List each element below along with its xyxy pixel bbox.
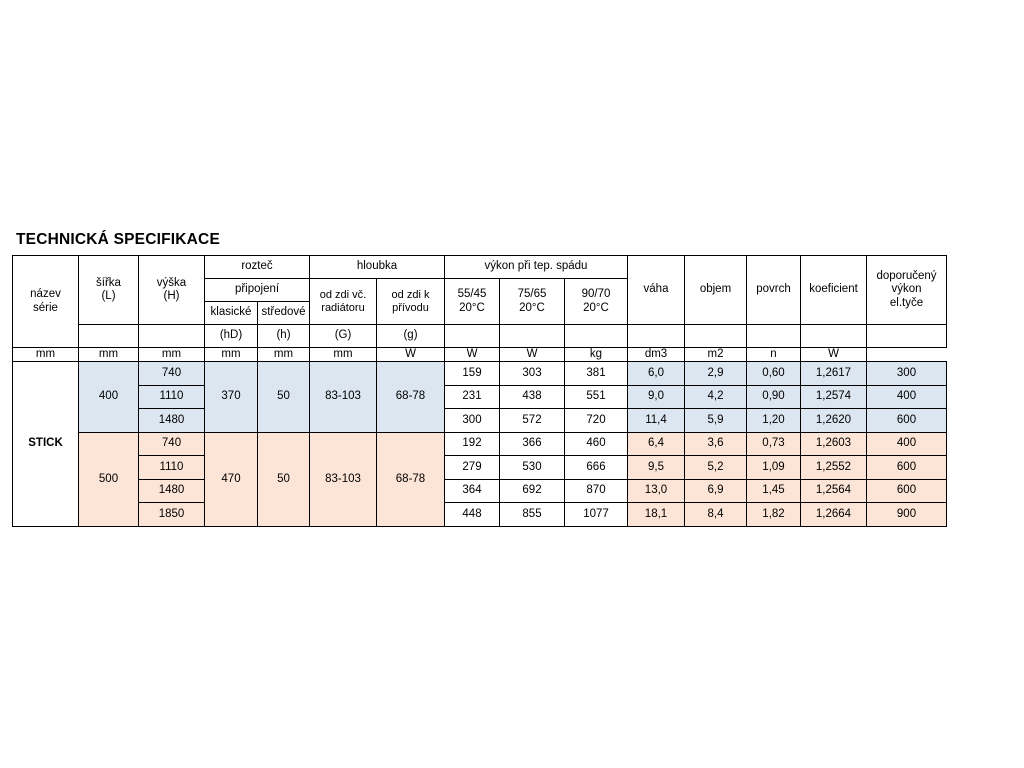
header-doporuceny-line3: el.tyče [889, 296, 924, 309]
row-v5545-cell: 448 [445, 503, 500, 527]
header-height-line1: výška [156, 276, 187, 289]
row-objem-cell: 2,9 [685, 362, 747, 386]
row-povrch-cell: 0,90 [747, 385, 801, 409]
row-height-cell: 1480 [139, 479, 205, 503]
row-koeficient-cell: 1,2664 [801, 503, 867, 527]
row-koeficient-cell: 1,2564 [801, 479, 867, 503]
header-height-line2: (H) [163, 290, 180, 302]
header-7565-value: 75/65 [517, 288, 547, 301]
group-roztec-stredove-cell: 50 [258, 432, 310, 526]
group-width-cell: 500 [79, 432, 139, 526]
unit-cell-od-zdi-radiatoru: mm [258, 348, 310, 362]
row-koeficient-cell: 1,2620 [801, 409, 867, 433]
unit-cell-objem: dm3 [628, 348, 685, 362]
row-v9070-cell: 1077 [565, 503, 628, 527]
header-symbol-7565 [500, 325, 565, 348]
row-height-cell: 1110 [139, 385, 205, 409]
header-symbol-hD: (hD) [205, 325, 258, 348]
unit-cell-vaha: kg [565, 348, 628, 362]
row-doporuceny-cell: 600 [867, 409, 947, 433]
header-cell-5545 [445, 279, 500, 325]
header-cell-pripojeni: připojení [205, 279, 310, 302]
header-symbol-povrch [747, 325, 801, 348]
header-cell-povrch: povrch [747, 256, 801, 325]
group-hloubka-radiator-cell: 83-103 [310, 432, 377, 526]
header-symbol-koeficient [801, 325, 867, 348]
header-symbol-9070 [565, 325, 628, 348]
row-koeficient-cell: 1,2574 [801, 385, 867, 409]
unit-cell-9070: W [500, 348, 565, 362]
row-v5545-cell: 159 [445, 362, 500, 386]
row-koeficient-cell: 1,2617 [801, 362, 867, 386]
row-height-cell: 740 [139, 362, 205, 386]
header-5545-temp: 20°C [459, 301, 485, 314]
unit-cell-width: mm [13, 348, 79, 362]
row-doporuceny-cell: 900 [867, 503, 947, 527]
table-row [13, 503, 947, 527]
unit-cell-povrch: m2 [685, 348, 747, 362]
header-cell-doporuceny [867, 256, 947, 325]
row-povrch-cell: 0,60 [747, 362, 801, 386]
technical-specification-table [12, 255, 947, 527]
row-objem-cell: 5,9 [685, 409, 747, 433]
row-objem-cell: 3,6 [685, 432, 747, 456]
header-doporuceny-line2: výkon [891, 283, 922, 296]
row-v9070-cell: 666 [565, 456, 628, 480]
header-5545-value: 55/45 [457, 288, 487, 301]
header-cell-od-zdi-privodu [377, 279, 445, 325]
row-koeficient-cell: 1,2603 [801, 432, 867, 456]
row-povrch-cell: 1,82 [747, 503, 801, 527]
row-doporuceny-cell: 600 [867, 456, 947, 480]
header-cell-width [79, 256, 139, 325]
row-doporuceny-cell: 400 [867, 432, 947, 456]
row-v9070-cell: 460 [565, 432, 628, 456]
series-name-cell: STICK [13, 362, 79, 527]
row-height-cell: 1850 [139, 503, 205, 527]
header-cell-objem: objem [685, 256, 747, 325]
row-objem-cell: 5,2 [685, 456, 747, 480]
row-vaha-cell: 9,5 [628, 456, 685, 480]
row-v9070-cell: 551 [565, 385, 628, 409]
row-vaha-cell: 6,4 [628, 432, 685, 456]
row-povrch-cell: 0,73 [747, 432, 801, 456]
unit-cell-7565: W [445, 348, 500, 362]
header-cell-vykon: výkon při tep. spádu [445, 256, 628, 279]
row-doporuceny-cell: 400 [867, 385, 947, 409]
row-v5545-cell: 279 [445, 456, 500, 480]
row-v7565-cell: 855 [500, 503, 565, 527]
header-symbol-g: (g) [377, 325, 445, 348]
group-roztec-stredove-cell: 50 [258, 362, 310, 433]
header-cell-9070 [565, 279, 628, 325]
table-row [13, 385, 947, 409]
header-odzdi-line1: od zdi vč. [319, 288, 367, 301]
header-symbol-G: (G) [310, 325, 377, 348]
row-doporuceny-cell: 300 [867, 362, 947, 386]
row-povrch-cell: 1,20 [747, 409, 801, 433]
row-koeficient-cell: 1,2552 [801, 456, 867, 480]
header-symbol-width [79, 325, 139, 348]
header-cell-roztec: rozteč [205, 256, 310, 279]
row-height-cell: 1480 [139, 409, 205, 433]
row-vaha-cell: 11,4 [628, 409, 685, 433]
row-height-cell: 740 [139, 432, 205, 456]
header-symbol-5545 [445, 325, 500, 348]
row-v5545-cell: 300 [445, 409, 500, 433]
header-9070-temp: 20°C [583, 301, 609, 314]
unit-cell-klasicke: mm [139, 348, 205, 362]
table-units-row [13, 348, 947, 362]
header-odzdi-line2: radiátoru [321, 301, 365, 314]
unit-cell-5545: W [377, 348, 445, 362]
row-v5545-cell: 364 [445, 479, 500, 503]
row-povrch-cell: 1,45 [747, 479, 801, 503]
unit-cell-stredove: mm [205, 348, 258, 362]
row-v7565-cell: 303 [500, 362, 565, 386]
row-doporuceny-cell: 600 [867, 479, 947, 503]
table-row [13, 479, 947, 503]
row-vaha-cell: 18,1 [628, 503, 685, 527]
table-row [13, 432, 947, 456]
row-v7565-cell: 692 [500, 479, 565, 503]
group-width-cell: 400 [79, 362, 139, 433]
header-cell-7565 [500, 279, 565, 325]
unit-cell-doporuceny: W [801, 348, 867, 362]
unit-cell-koeficient: n [747, 348, 801, 362]
header-cell-koeficient: koeficient [801, 256, 867, 325]
row-height-cell: 1110 [139, 456, 205, 480]
header-cell-od-zdi-radiatoru [310, 279, 377, 325]
header-width-line1: šířka [96, 276, 121, 289]
header-cell-vaha: váha [628, 256, 685, 325]
header-name-line1: název [30, 287, 61, 300]
row-v7565-cell: 572 [500, 409, 565, 433]
header-symbol-objem [685, 325, 747, 348]
header-cell-klasicke: klasické [205, 302, 258, 325]
table-header-row [13, 325, 947, 348]
header-doporuceny-line1: doporučený [876, 270, 937, 283]
row-vaha-cell: 9,0 [628, 385, 685, 409]
row-v7565-cell: 366 [500, 432, 565, 456]
header-9070-value: 90/70 [581, 288, 611, 301]
group-hloubka-privod-cell: 68-78 [377, 362, 445, 433]
row-v7565-cell: 438 [500, 385, 565, 409]
group-hloubka-privod-cell: 68-78 [377, 432, 445, 526]
header-cell-stredove: středové [258, 302, 310, 325]
row-v5545-cell: 231 [445, 385, 500, 409]
header-cell-height [139, 256, 205, 325]
row-objem-cell: 8,4 [685, 503, 747, 527]
table-row [13, 456, 947, 480]
group-hloubka-radiator-cell: 83-103 [310, 362, 377, 433]
header-name-line2: série [33, 301, 58, 314]
table-row [13, 409, 947, 433]
row-objem-cell: 4,2 [685, 385, 747, 409]
table-row [13, 362, 947, 386]
row-v9070-cell: 870 [565, 479, 628, 503]
row-v9070-cell: 720 [565, 409, 628, 433]
group-roztec-klasicke-cell: 370 [205, 362, 258, 433]
header-odzdiprivod-line2: přívodu [392, 301, 429, 314]
header-symbol-height [139, 325, 205, 348]
row-v9070-cell: 381 [565, 362, 628, 386]
unit-cell-od-zdi-privodu: mm [310, 348, 377, 362]
unit-cell-height: mm [79, 348, 139, 362]
group-roztec-klasicke-cell: 470 [205, 432, 258, 526]
header-symbol-vaha [628, 325, 685, 348]
row-v7565-cell: 530 [500, 456, 565, 480]
row-vaha-cell: 6,0 [628, 362, 685, 386]
row-povrch-cell: 1,09 [747, 456, 801, 480]
header-cell-hloubka: hloubka [310, 256, 445, 279]
page-title: TECHNICKÁ SPECIFIKACE [16, 231, 220, 248]
header-width-line2: (L) [101, 290, 116, 302]
header-7565-temp: 20°C [519, 301, 545, 314]
row-objem-cell: 6,9 [685, 479, 747, 503]
row-v5545-cell: 192 [445, 432, 500, 456]
header-odzdiprivod-line1: od zdi k [391, 288, 430, 301]
row-vaha-cell: 13,0 [628, 479, 685, 503]
header-symbol-h: (h) [258, 325, 310, 348]
table-header-row [13, 256, 947, 279]
header-symbol-doporuceny [867, 325, 947, 348]
header-cell-name [13, 256, 79, 348]
